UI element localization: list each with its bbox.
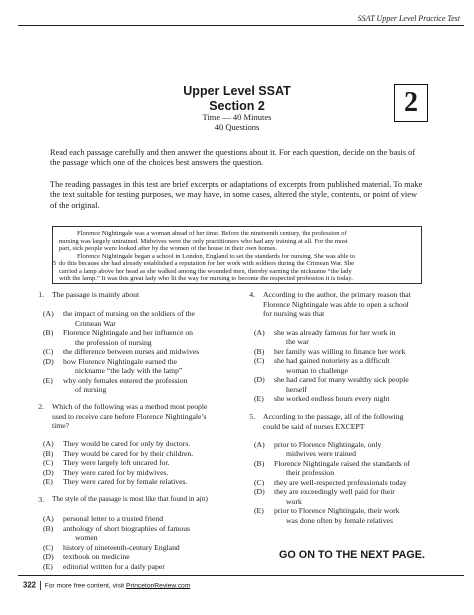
question-column-left — [30, 290, 250, 571]
option-text: was done often by female relatives — [286, 515, 393, 525]
instructions-paragraph: The reading passages in this test are brief excerpts or adaptations of excerpts from published material. To make the text suitable for testing purposes, we may have, in some cases, altered the style, contents, or point of view of the original. — [50, 180, 423, 210]
section-time: Time — 40 Minutes — [202, 112, 272, 122]
passage-line-text: do this because she had already established a reputation for her work with soldiers during the Crimean War. She — [59, 260, 355, 267]
option-text: they are exceedingly well paid for their — [274, 487, 395, 496]
option-text: herself — [286, 384, 307, 394]
passage-line: part, sick people were looked after by the women of the house in their own homes. — [59, 245, 278, 252]
go-on-notice: GO ON TO THE NEXT PAGE. — [279, 549, 425, 561]
section-subtitle: Section 2 — [209, 99, 265, 113]
option-text: their profession — [286, 468, 335, 477]
option-letter: (D) — [43, 356, 54, 366]
footer-link[interactable]: PrincetonReview.com — [126, 582, 191, 590]
question-stem: Florence Nightingale was able to open a school — [263, 299, 409, 309]
option-text: of nursing — [75, 385, 107, 394]
question-stem: According to the passage, all of the following — [263, 412, 404, 421]
option-text: the difference between nurses and midwives — [63, 347, 200, 356]
option-text: women — [75, 533, 98, 542]
question-number: 5. — [249, 412, 255, 421]
option-text: work — [286, 496, 302, 506]
question-number: 1. — [38, 290, 44, 299]
section-title: Upper Level SSAT — [183, 84, 291, 98]
passage-line: carried a lamp above her head as she walked among the wounded men, thereby earning the nickname “the lady — [59, 267, 352, 275]
passage-line: with the lamp.” It was this great lady who lit the way for nursing to become the respected profession it is today. — [59, 275, 353, 282]
question-stem: Which of the following was a method most people — [52, 402, 208, 411]
option-letter: (C) — [254, 356, 265, 365]
option-text: anthology of short biographies of famous — [63, 523, 191, 533]
option-letter: (D) — [43, 467, 54, 477]
option-letter: (E) — [43, 477, 53, 486]
option-letter: (C) — [43, 347, 54, 356]
option-text: They were cared for by midwives. — [63, 467, 169, 477]
option-letter: (B) — [43, 448, 54, 458]
question-stem: The style of the passage is most like that found in a(n) — [52, 495, 208, 503]
question-stem: The passage is mainly about — [52, 290, 140, 299]
option-letter: (A) — [254, 439, 265, 449]
option-text: how Florence Nightingale earned the — [63, 356, 177, 366]
option-letter: (B) — [43, 328, 54, 337]
option-letter: (D) — [254, 487, 265, 496]
option-letter: (B) — [43, 523, 54, 533]
question-number: 2. — [38, 402, 44, 411]
option-text: the war — [286, 337, 309, 346]
section-question-count: 40 Questions — [214, 122, 260, 132]
question-stem: According to the author, the primary reason that — [263, 290, 411, 299]
option-letter: (B) — [254, 346, 265, 356]
option-letter: (D) — [43, 552, 54, 561]
footer-text: For more free content, visit — [44, 582, 127, 590]
option-letter: (A) — [254, 327, 265, 337]
passage-line: Florence Nightingale was a woman ahead of her time. Before the nineteenth century, the profession of — [77, 230, 347, 237]
question-number: 3. — [38, 495, 44, 504]
footer-separator — [40, 581, 41, 590]
instructions-paragraph: Read each passage carefully and then answer the questions about it. For each question, decide on the basis of the passage which one of the choices best answers the question. — [50, 148, 416, 168]
running-header: SSAT Upper Level Practice Test — [357, 14, 460, 23]
option-letter: (C) — [254, 477, 265, 487]
option-text: history of nineteenth-century England — [63, 542, 180, 552]
option-letter: (E) — [254, 394, 264, 403]
option-text: They were largely left uncared for. — [63, 458, 170, 467]
option-text: They were cared for by female relatives. — [63, 477, 188, 486]
question-stem: could be said of nurses EXCEPT — [263, 421, 365, 431]
option-letter: (E) — [43, 561, 53, 571]
page-number: 322 — [23, 580, 37, 590]
option-text: she was already famous for her work in — [274, 327, 396, 337]
question-stem: for nursing was that — [263, 309, 325, 318]
header-rule — [18, 25, 464, 26]
line-number: 5 — [53, 260, 57, 267]
option-text: Florence Nightingale raised the standards of — [274, 458, 410, 468]
option-text: They would be cared for only by doctors. — [63, 439, 191, 448]
reading-passage — [52, 226, 422, 284]
question-stem: time? — [52, 421, 70, 430]
option-text: she worked endless hours every night — [274, 394, 390, 403]
option-text: the impact of nursing on the soldiers of the — [63, 309, 195, 318]
option-text: Florence Nightingale and her influence on — [63, 328, 194, 337]
option-letter: (E) — [43, 375, 53, 385]
option-text: she had cared for many wealthy sick people — [274, 375, 409, 384]
option-letter: (A) — [43, 309, 54, 318]
option-text: midwives were trained — [286, 449, 357, 458]
option-text: they are well-respected professionals today — [274, 477, 407, 487]
option-text: personal letter to a trusted friend — [63, 514, 164, 523]
option-text: Crimean War — [75, 318, 116, 328]
question-column-right — [241, 290, 456, 530]
option-text: prior to Florence Nightingale, only — [274, 439, 382, 449]
section-number-box: 2 — [394, 84, 428, 122]
passage-line: Florence Nightingale began a school in London, England to set the standards for nursing. She was able to — [77, 252, 356, 260]
option-letter: (E) — [254, 506, 264, 515]
option-letter: (D) — [254, 375, 265, 384]
page-footer — [23, 581, 190, 590]
option-text: her family was willing to finance her work — [274, 346, 406, 356]
question-stem: used to receive care before Florence Nightingale’s — [52, 411, 207, 421]
option-text: why only females entered the profession — [63, 375, 188, 385]
option-text: the profession of nursing — [75, 337, 152, 347]
option-letter: (C) — [43, 542, 54, 552]
option-text: textbook on medicine — [63, 552, 130, 561]
option-letter: (A) — [43, 439, 54, 448]
option-letter: (B) — [254, 458, 265, 468]
option-text: nickname “the lady with the lamp” — [75, 366, 183, 375]
option-text: she had gained notoriety as a difficult — [274, 356, 390, 365]
option-text: prior to Florence Nightingale, their work — [274, 506, 400, 515]
footer-rule — [18, 575, 464, 576]
option-text: woman to challenge — [286, 365, 348, 375]
option-letter: (A) — [43, 514, 54, 523]
question-number: 4. — [249, 290, 255, 299]
passage-line: nursing was largely untrained. Midwives were the only practitioners who had any training at all. For the most — [59, 237, 348, 245]
option-letter: (C) — [43, 458, 54, 467]
option-text: editorial written for a daily paper — [63, 561, 165, 571]
option-text: They would be cared for by their children. — [63, 448, 194, 458]
